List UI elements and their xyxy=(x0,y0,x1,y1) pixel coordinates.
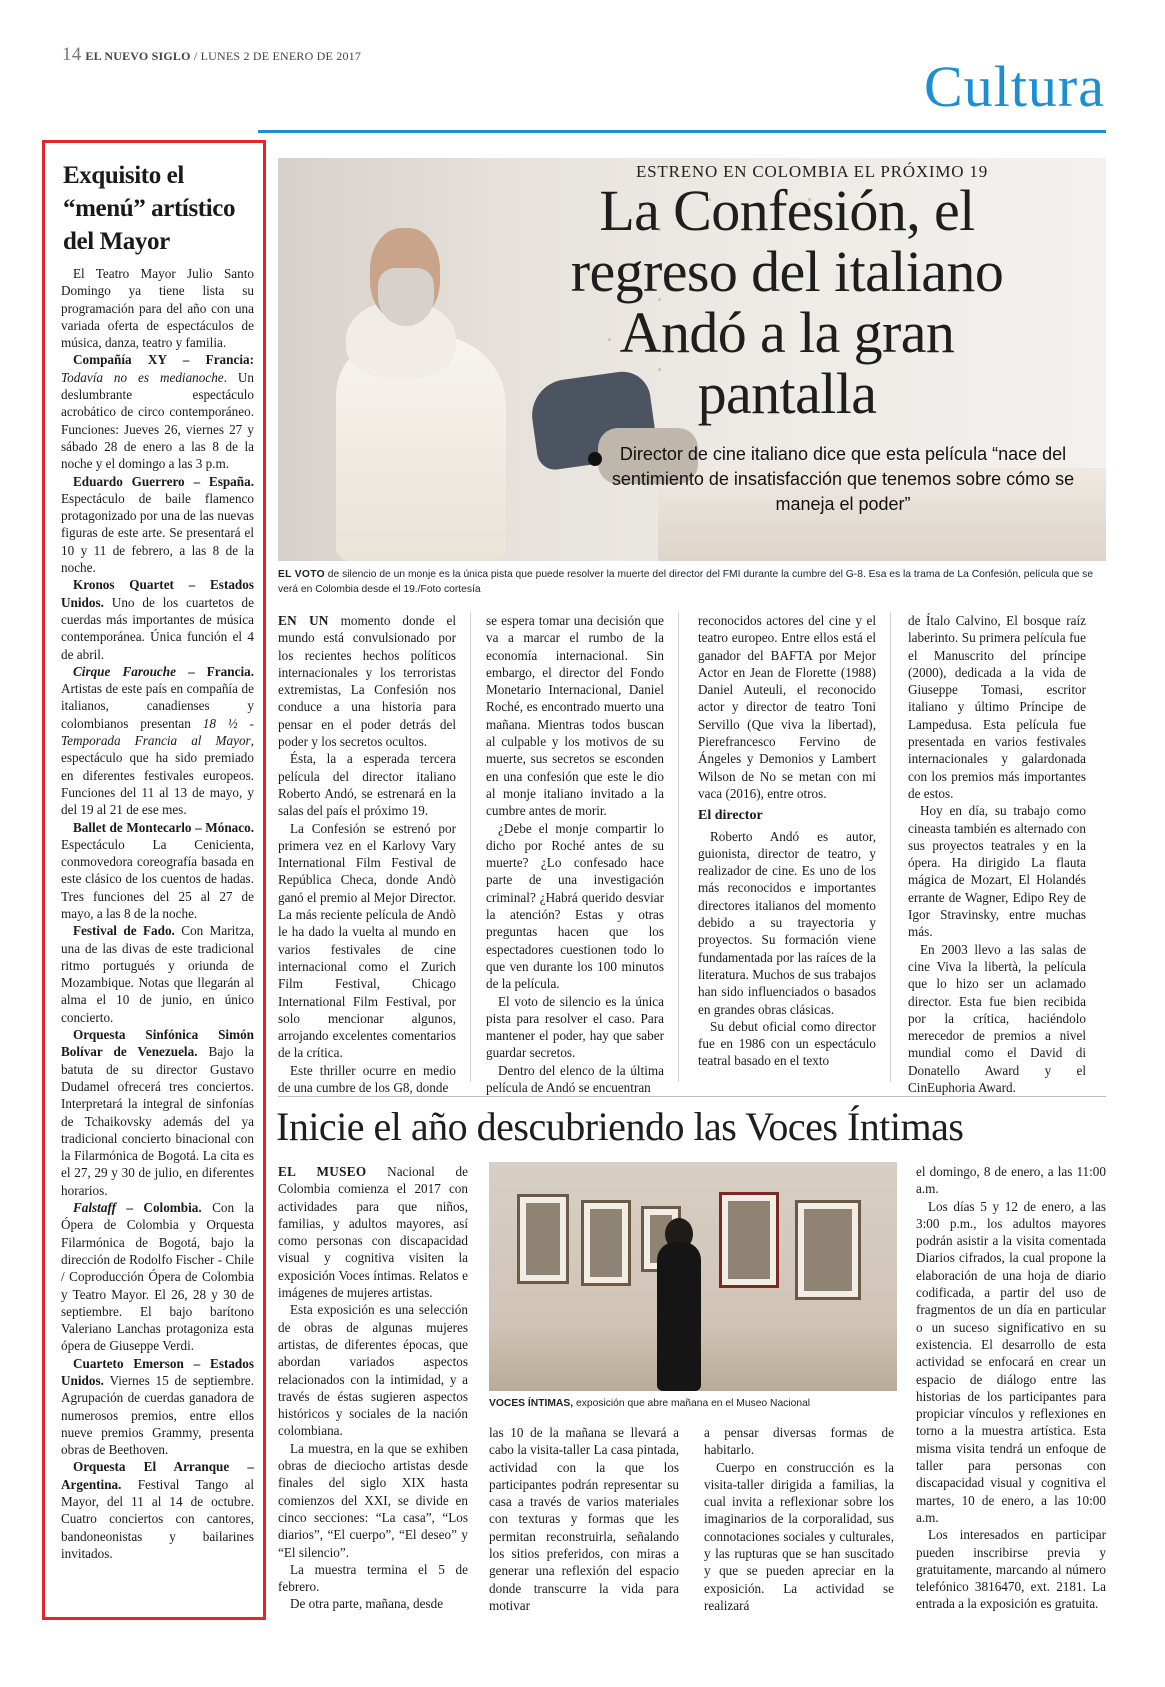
article-deck: Director de cine italiano dice que esta película “nace del sentimiento de insatisfacción que tenemos sobre cómo se maneja el poder” xyxy=(611,444,1075,514)
article-headline: La Confesión, el regreso del italiano Andó a la gran pantalla xyxy=(570,178,1004,426)
artwork xyxy=(517,1194,569,1284)
artwork xyxy=(581,1200,631,1286)
article-column-3: reconocidos actores del cine y el teatro europeo. Entre ellos está el ganador del BAFTA por Mejor Actor en Jean de Florette (1988) Daniel Auteuli, el reconocido actor y director de teatro Toni Servillo (Que viva la libertad), Pierefrancesco Fervino de Ángeles y Demonios y Lambert Wilson de No se metan con mi vaca (2016), entre otros. El director Roberto Andó es autor, guionista, director de teatro, y realizador de cine. Es uno de los más reconocidos e importantes directores italianos del momento debido a su trayectoria y proyectos. Su formación viene fundamentada por las raíces de la literatura. Muchos de sus trabajos han sido influenciados o basados en grandes obras clásicas. Su debut oficial como director fue en 1986 con un espectáculo teatral basado en el texto xyxy=(698,613,876,1069)
hero-photo xyxy=(278,158,1106,561)
article-column-1: EL MUSEO Nacional de Colombia comienza el 2017 con actividades para que niños, familias, y adultos mayores, así como personas con discapacidad visual y cognitiva visiten la exposición Voces íntimas. Relatos e imágenes de mujeres artistas. Esta exposición es una selección de obras de algunas mujeres artistas, de diferentes épocas, que abordan variados aspectos relacionados con la intimidad, y a través de éstas sugieren aspectos históricos y sociales de la nación colombiana. La muestra, en la que se exhiben obras de dieciocho artistas desde finales del siglo XIX hasta comienzos del XXI, se divide en cinco secciones: “La casa”, “Los diarios”, “El cuerpo”, “El deseo” y “El silencio”. La muestra termina el 5 de febrero. De otra parte, mañana, desde xyxy=(278,1164,469,1612)
sidebar-entry: Orquesta El Arranque – Argentina. Festival Tango al Mayor, del 11 al 14 de octubre. Cuatro conciertos con cantores, bandoneonistas y bailarines invitados. xyxy=(61,1459,254,1561)
column-divider xyxy=(470,612,471,1082)
artwork xyxy=(719,1192,779,1288)
museum-photo xyxy=(489,1162,897,1391)
sidebar-entry: Eduardo Guerrero – España. Espectáculo de baile flamenco protagonizado por una de las nuevas figuras de este arte. Se presentará el 10 y 11 de febrero, a las 8 de la noche. xyxy=(61,473,254,576)
article-column-2: se espera tomar una decisión que va a marcar el rumbo de la economía internacional. Sin embargo, el director del Fondo Monetario Internacional, Daniel Roché, es encontrado muerto una mañana. Mientras todos buscan al culpable y los motivos de su muerte, sus secretos se esconden en una confesión que este le dio al monje italiano invitado a la cumbre antes de morir. ¿Debe el monje compartir lo dicho por Roché antes de su muerte? ¿Lo confesado hace parte de una investigación criminal? ¿Habrá querido desviar la atención? Estas y otras preguntas hacen que los espectadores cuestionen todo lo que ven durante los 100 minutos de la película. El voto de silencio es la única pista para resolver el caso. Para mantener el poder, hay que saber guardar secretos. Dentro del elenco de la última película de Andó se encuentran xyxy=(486,613,664,1096)
page-number: 14 xyxy=(62,44,82,65)
page-folio xyxy=(62,44,361,66)
visitor-figure xyxy=(657,1242,701,1391)
article-column-2: las 10 de la mañana se llevará a cabo la visita-taller La casa pintada, actividad con la que los participantes podrán representar su casa a través de varios materiales con texturas y formas que les permitan reconstruirla, señalando los sitios preferidos, con miras a generar una reflexión del espacio donde transcurre la vida para motivar xyxy=(489,1425,679,1613)
sidebar-entry: Cirque Farouche – Francia. Artistas de este país en compañía de italianos, canadienses y colombianos presentan 18 ½ - Temporada Francia al Mayor, espectáculo que ha sido premiado en diferentes festivales europeos. Funciones del 11 al 13 de mayo, y del 19 al 21 de ese mes. xyxy=(61,663,254,818)
artwork xyxy=(795,1200,861,1300)
sidebar-entry: Orquesta Sinfónica Simón Bolívar de Venezuela. Bajo la batuta de su director Gustavo Dudamel ofrecerá tres conciertos. Interpretará la integral de sinfonías de Tchaikovsky además del ya tradicional concierto binacional con la Filarmónica de Bogotá. La cita es el 27, 29 y 30 de julio, en diferentes horarios. xyxy=(61,1027,254,1198)
sidebar-entry: Compañía XY – Francia: Todavía no es medianoche. Un deslumbrante espectáculo acrobático de circo contemporáneo. Funciones: Jueves 26, viernes 27 y sábado 28 de enero a las 8 de la noche y el domingo a las 3 p.m. xyxy=(61,352,255,472)
article-headline: Inicie el año descubriendo las Voces Íntimas xyxy=(276,1104,964,1149)
sidebar-entry: Cuarteto Emerson – Estados Unidos. Viernes 15 de septiembre. Agrupación de cuerdas ganadora de numerosos premios, entre ellos nueve premios Grammy, presenta obras de Beethoven. xyxy=(61,1355,254,1458)
sidebar-entry: Falstaff – Colombia. Con la Ópera de Colombia y Orquesta Filarmónica de Bogotá, bajo la dirección de Rodolfo Fischer - Chile / Coproducción Ópera de Colombia y Teatro Mayor. El 26, 28 y 30 de septiembre. El bajo barítono Valeriano Lanchas protagoniza esta ópera de Giuseppe Verdi. xyxy=(61,1200,255,1354)
section-rule xyxy=(258,130,1106,133)
article-kicker: ESTRENO EN COLOMBIA EL PRÓXIMO 19 xyxy=(635,162,989,181)
article-column-3: a pensar diversas formas de habitarlo. Cuerpo en construcción es la visita-taller dirigida a familias, la cual invita a reflexionar sobre los imaginarios de la corporalidad, sus connotaciones sociales y culturales, y las rupturas que se han suscitado y que se pueden apreciar en la exposición. La actividad se realizará xyxy=(704,1425,894,1613)
article-column-4: de Ítalo Calvino, El bosque raíz laberinto. Su primera película fue el Manuscrito del príncipe (2000), dedicada a la vida de Giuseppe Tomasi, escritor italiano y último Príncipe de Lampedusa. Esta película fue presentada en varios festivales internacionales y galardonada con los premios más importantes de estos. Hoy en día, su trabajo como cineasta también es alternado con sus proyectos teatrales y en la ópera. Ha dirigido La flauta mágica de Mozart, El Holandés errante de Wagner, Edipo Rey de Igor Stravinsky, entre muchas más. En 2003 llevo a las salas de cine Viva la libertà, la película que lo hizo ser un aclamado director. Esta fue bien recibida por la crítica, haciéndolo merecedor de premios a nivel mundial como el David di Donatello Award y el CinEuphoria Award. xyxy=(908,613,1086,1096)
sidebar-entry: Festival de Fado. Con Maritza, una de las divas de este tradicional ritmo portugués y oriunda de Mozambique. Notas que llegarán al alma el 10 de junio, en único concierto. xyxy=(61,923,254,1025)
publication-name: EL NUEVO SIGLO xyxy=(85,49,191,63)
subheading: El director xyxy=(698,808,763,824)
column-divider xyxy=(890,612,891,1082)
article-column-1: EN UN momento donde el mundo está convulsionado por los recientes hechos políticos internacionales y los terroristas extremistas, La Confesión nos conduce a una historia para pensar en el poder detrás del poder y los secretos ocultos. Ésta, la a esperada tercera película del director italiano Roberto Andó, se estrenará en la salas del país el próximo 19. La Confesión se estrenó por primera vez en el Karlovy Vary International Film Festival de República Checa, donde Andò ganó el premio al Mejor Director. La más reciente película de Andò le ha dado la vuelta al mundo en varios festivales de cine internacional como el Zurich Film Festival, Chicago International Film Festival, por solo mencionar algunos, arrojando excelentes comentarios de la crítica. Este thriller ocurre en medio de una cumbre de los G8, donde xyxy=(278,613,456,1096)
sidebar-body xyxy=(61,265,254,1562)
sidebar-entry: Ballet de Montecarlo – Mónaco. Espectáculo La Cenicienta, conmovedora coreografía basada en este clásico de los cuentos de hadas. Tres funciones del 25 al 27 de mayo, a las 8 de la noche. xyxy=(61,819,254,921)
photo-caption: EL VOTO de silencio de un monje es la única pista que puede resolver la muerte del director del FMI durante la cumbre del G-8. Esa es la trama de La Confesión, película que se verá en Colombia desde el 19./Foto cortesía xyxy=(278,569,1094,595)
section-title: Cultura xyxy=(924,54,1105,119)
sidebar-title: Exquisito el “menú” artístico del Mayor xyxy=(63,162,236,255)
article-separator xyxy=(278,1096,1106,1097)
sidebar-box xyxy=(42,140,266,1620)
article-column-4: el domingo, 8 de enero, a las 11:00 a.m. Los días 5 y 12 de enero, a las 3:00 p.m., los adultos mayores podrán asistir a la visita comentada Diarios cifrados, la cual propone la elaboración de una hoja de diario codificada, a partir del uso de fragmentos de un día en particular o un suceso significativo en su existencia. El desarrollo de esta actividad se enfocará en crear un espacio de diálogo entre las historias de los participantes para propiciar vínculos y reflexiones en torno a la muestra artística. Esta misma visita tendrá un enfoque de taller para personas con discapacidad visual y cognitiva el martes, 10 de enero, a las 10:00 a.m. Los interesados en participar pueden inscribirse previa y gratuitamente, marcando al número telefónico 3816470, ext. 2181. La entrada a la exposición es gratuita. xyxy=(916,1164,1106,1612)
sidebar-intro: El Teatro Mayor Julio Santo Domingo ya tiene lista su programación para del año con una variada oferta de espectáculos de música, danza, teatro y familia. xyxy=(61,266,254,351)
column-divider xyxy=(678,612,679,1082)
photo-caption: VOCES ÍNTIMAS, exposición que abre mañana en el Museo Nacional xyxy=(489,1398,811,1409)
issue-date: / LUNES 2 DE ENERO DE 2017 xyxy=(190,49,362,63)
sidebar-entry: Kronos Quartet – Estados Unidos. Uno de los cuartetos de cuerdas más importantes de música contemporánea. Única función el 4 de abril. xyxy=(61,577,254,662)
